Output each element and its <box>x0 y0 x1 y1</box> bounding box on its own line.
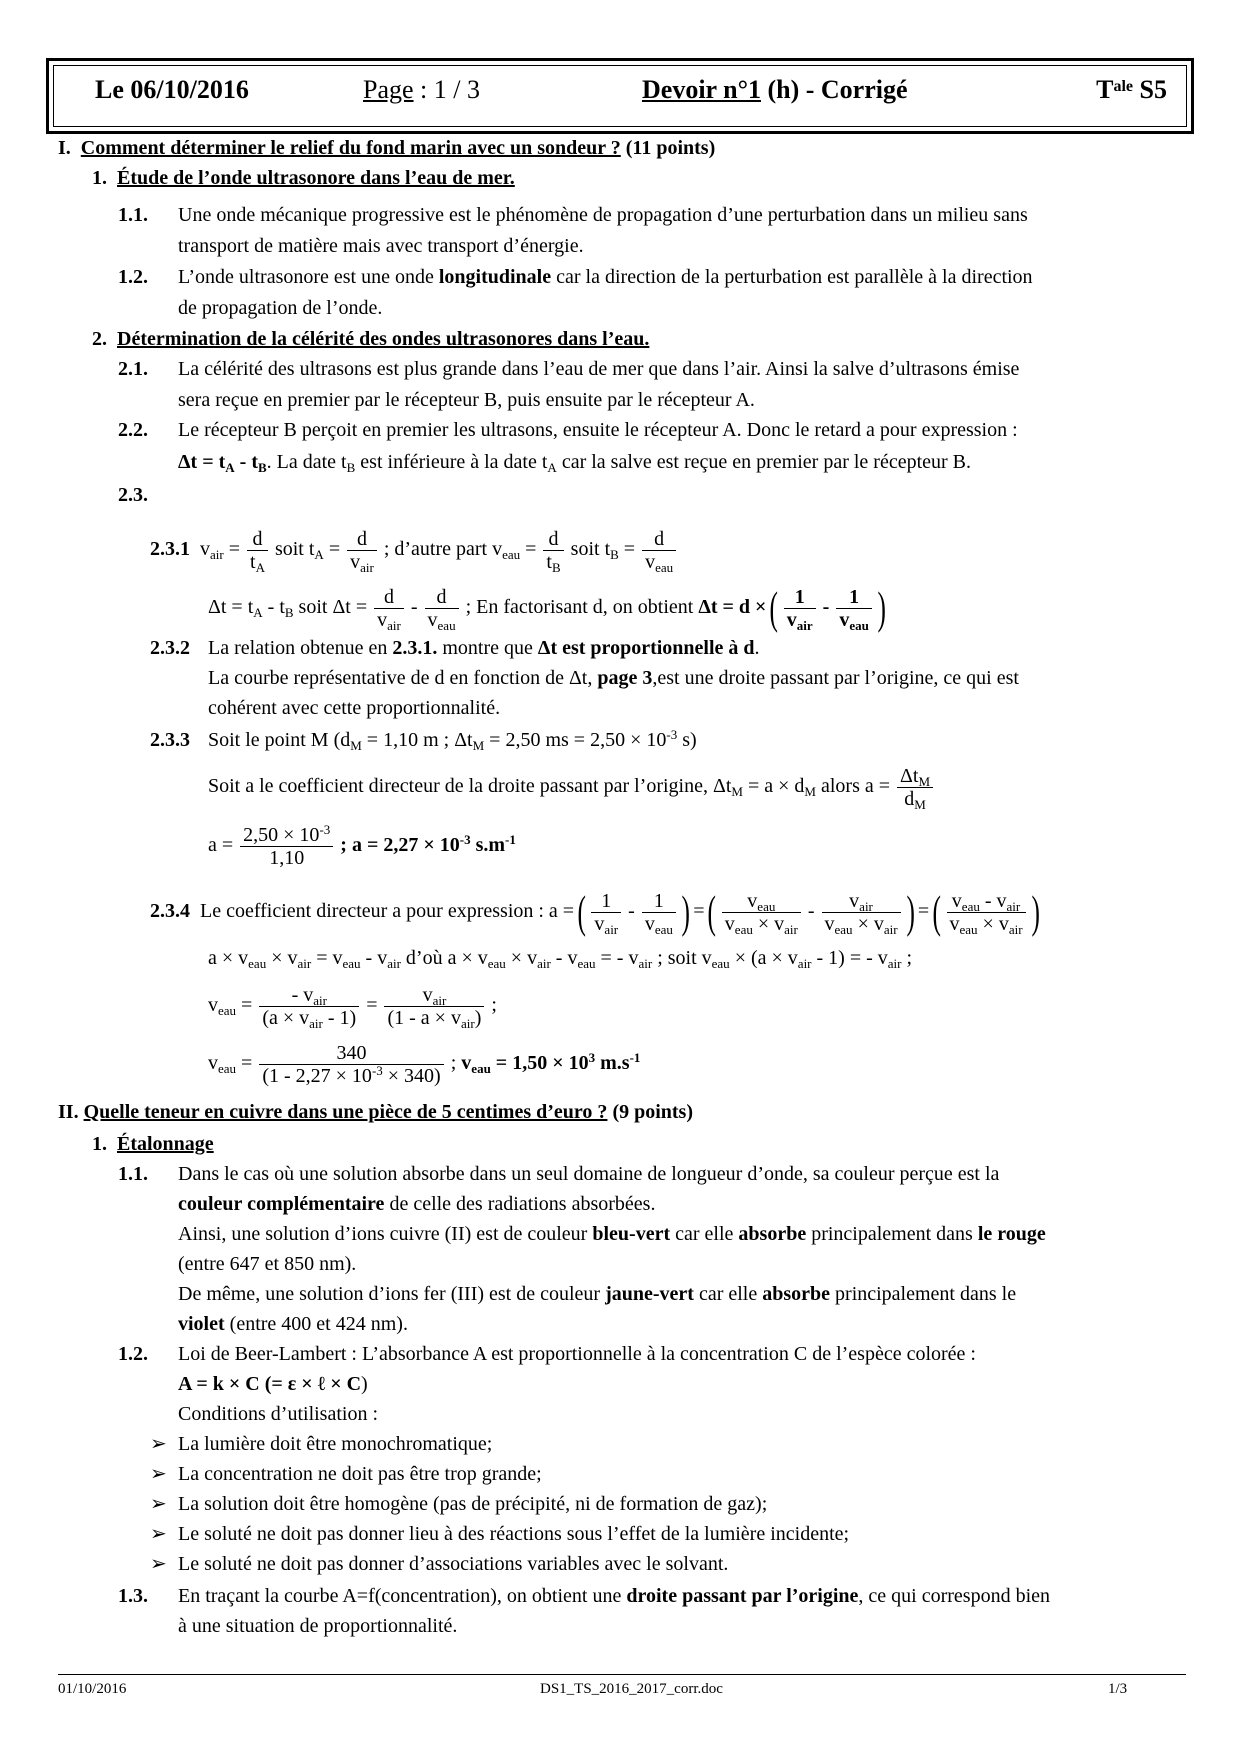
q-2-1: 2.1. <box>118 358 148 380</box>
document-page: Le 06/10/2016 Page : 1 / 3 Devoir n°1 (h) - Corrigé $T^{ale}$ S5 I. Comment déterminer le relief du fond marin avec un sondeur ? (11 points) 1. Étude de l’onde ultrasonore dans l’eau de mer. 1.1. Une onde mécanique progressive est le phénomène de propagation d’une perturbation dans un milieu sans transport de matière mais avec transport d’énergie. 1.2. L’onde ultrasonore est une onde longitudinale car la direction de la perturbation est parallèle à la direction de propagation de l’onde. 2. Détermination de la célérité des ondes ultrasonores dans l’eau. 2.1. La célérité des ultrasons est plus grande dans l’eau de mer que dans l’air. Ainsi la salve d’ultrasons émise sera reçue en premier par le récepteur B, puis ensuite par le récepteur A. 2.2. Le récepteur B perçoit en premier les ultrasons, ensuite le récepteur A. Donc le retard a pour expression : $\Delta t = t_A - t_B$. La date $t_B$ est inférieure à la date $t_A$ car la salve est reçue en premier par le récepteur B. 2.3. 2.3.1 $v_{air}$ = $\frac{d}{t_A}$ soit $t_A$ = $\frac{d}{v_{air}}$ ; d’autre part $v_{eau}$ = $\frac{d}{t_B}$ soit $t_B$ = $\frac{d}{v_{eau}}$ $\Delta t = t_A - t_B$ soit Δt = $\frac{d}{v_{air}}$ - $\frac{d}{v_{eau}}$ ; En factorisant d, on obtient Δt = d ×( $\frac{1}{v_{air}}$ - $\frac{1}{v_{eau}}$ ) 2.3.2 La relation obtenue en 2.3.1. montre que Δt est proportionnelle à d. La courbe représentative de d en fonction de Δt, page 3,est une droite passant par l’origine, ce qui est cohérent avec cette proportionnalité. 2.3.3 Soit le point M ($d_M = 1,10$ m ; $\Delta t_M = 2,50$ ms = $2,50 \times 10^{-3}$ s) Soit a le coefficient directeur de la droite passant par l’origine, $\Delta t_M = a \times d_M$ alors a = $\frac{\Delta t_M}{d_M}$ a = $\frac{2,50 \times 10^{-3}}{1,10}$ ; $a = 2,27 \times 10^{-3}$ $s.m^{-1}$ 2.3.4 Le coefficient directeur a pour expression : a =( $\frac{1}{v_{air}}$ - $\frac{1}{v_{eau}}$ ) =( $\frac{v_{eau}}{v_{eau} \times v_{air}}$ - $\frac{v_{air}}{v_{eau} \times v_{air}}$ ) =( $\frac{v_{eau} - v_{air}}{v_{eau} \times v_{air}}$ ) $a \times v_{eau} \times v_{air} = v_{eau} - v_{air}$ d’où $a \times v_{eau} \times v_{air} - v_{eau}$ = - $v_{air}$ ; soit $v_{eau} \times (a \times v_{air} - 1)$ = - $v_{air}$ ; $v_{eau}$ = $\frac{- v_{air}}{(a \times v_{air} - 1)}$ = $\frac{v_{air}}{(1 - a \times v_{air})}$ ; $v_{eau}$ = $\frac{340}{(1 - 2,27 \times 10^{-3} \times 340)}$ ; $v_{eau} = 1,50 \times 10^3$ $m.s^{-1}$ II. Quelle teneur en cuivre dans une pièce de 5 centimes d’euro ? (9 points) 1. Étalonnage 1.1. Dans le cas où une solution absorbe dans un seul domaine de longueur d’onde, sa couleur perçue est la couleur complémentaire de celle des radiations absorbées. Ainsi, une solution d’ions cuivre (II) est de couleur bleu-vert car elle absorbe principalement dans le rouge (entre 647 et 850 nm). De même, une solution d’ions fer (III) est de couleur jaune-vert car elle absorbe principalement dans le violet (entre 400 et 424 nm). 1.2. Loi de Beer-Lambert : L’absorbance A est proportionnelle à la concentration C de l’espèce colorée : A = k × C (= ε × ℓ × C) Conditions d’utilisation : ➢ La lumière doit être monochromatique; ➢ La concentration ne doit pas être trop grande; ➢ La solution doit être homogène (pas de précipité, ni de formation de gaz); ➢ Le soluté ne doit pas donner lieu à des réactions sous l’effet de la lumière incidente; ➢ Le soluté ne doit pas donner d’associations variables avec le solvant. 1.3. En traçant la courbe A=f(concentration), on obtient une droite passant par l’origine, ce qui correspond bien à une situation de proportionnalité. 01/10/2016 DS1_TS_2016_2017_corr.doc 1/3 <box>0 0 1240 1754</box>
q-2-3-1-line2: $\Delta t = t_A - t_B$ soit Δt = $\frac{d}{v_{air}}$ - $\frac{d}{v_{eau}}$ ; En factorisant d, on obtient Δt = d ×( $\frac{1}{v_{air}}$ - $\frac{1}{v_{eau}}$ ) <box>208 582 886 634</box>
page-header <box>46 58 1194 134</box>
q2-1-1: 1.1. <box>118 1163 148 1185</box>
delta-t-expression: $\Delta t = t_A - t_B$. La date $t_B$ est inférieure à la date $t_A$ car la salve est reçue en premier par le récepteur B. <box>178 451 972 475</box>
list-item: ➢ La lumière doit être monochromatique; <box>150 1433 493 1455</box>
list-item: ➢ Le soluté ne doit pas donner lieu à des réactions sous l’effet de la lumière incidente; <box>150 1523 850 1545</box>
section-2-heading: II. Quelle teneur en cuivre dans une pièce de 5 centimes d’euro ? (9 points) <box>58 1101 694 1123</box>
q-2-3-4: 2.3.4 Le coefficient directeur a pour expression : a =( $\frac{1}{v_{air}}$ - $\frac{1}{v_{eau}}$ ) =( $\frac{v_{eau}}{v_{eau} \times v_{air}}$ - $\frac{v_{air}}{v_{eau} \times v_{air}}$ ) =( $\frac{v_{eau} - v_{air}}{v_{eau} \times v_{air}}$ ) <box>150 886 1040 938</box>
part-1-2-heading: 2. Détermination de la célérité des ondes ultrasonores dans l’eau. <box>92 328 650 350</box>
arrow-bullet-icon: ➢ <box>150 1463 167 1485</box>
list-item: ➢ La solution doit être homogène (pas de précipité, ni de formation de gaz); <box>150 1493 768 1515</box>
list-item: ➢ Le soluté ne doit pas donner d’associations variables avec le solvant. <box>150 1553 729 1575</box>
beer-lambert-formula: A = k × C (= ε × ℓ × C) <box>178 1373 368 1395</box>
part-1-1-heading: 1. Étude de l’onde ultrasonore dans l’eau de mer. <box>92 167 515 189</box>
q-1-2: 1.2. <box>118 266 148 288</box>
arrow-bullet-icon: ➢ <box>150 1553 167 1575</box>
q-2-2: 2.2. <box>118 419 148 441</box>
q-2-3-1-line1: 2.3.1 $v_{air}$ = $\frac{d}{t_A}$ soit $t_A$ = $\frac{d}{v_{air}}$ ; d’autre part $v_{eau}$ = $\frac{d}{t_B}$ soit $t_B$ = $\frac{d}{v_{eau}}$ <box>150 520 678 578</box>
footer-page: 1/3 <box>1108 1681 1128 1697</box>
slope-calculation: a = $\frac{2,50 \times 10^{-3}}{1,10}$ ; $a = 2,27 \times 10^{-3}$ $s.m^{-1}$ <box>208 821 516 869</box>
footer-date: 01/10/2016 <box>58 1681 127 1697</box>
header-page: Page : 1 / 3 <box>363 75 480 104</box>
footer-filename: DS1_TS_2016_2017_corr.doc <box>540 1681 723 1697</box>
q2-1-2: 1.2. <box>118 1343 148 1365</box>
q2-1-3: 1.3. <box>118 1585 148 1607</box>
q-2-3-2: 2.3.2 <box>150 637 190 659</box>
header-class: $T^{ale}$ S5 <box>1096 75 1167 104</box>
list-item: ➢ La concentration ne doit pas être trop grande; <box>150 1463 542 1485</box>
section-1-heading: I. Comment déterminer le relief du fond marin avec un sondeur ? (11 points) <box>58 137 716 159</box>
q-1-1: 1.1. <box>118 204 148 226</box>
q-2-3: 2.3. <box>118 484 148 506</box>
q-2-3-3: 2.3.3 <box>150 729 190 751</box>
arrow-bullet-icon: ➢ <box>150 1493 167 1515</box>
arrow-bullet-icon: ➢ <box>150 1523 167 1545</box>
part-2-1-heading: 1. Étalonnage <box>92 1133 214 1155</box>
footer-divider <box>58 1674 1186 1675</box>
arrow-bullet-icon: ➢ <box>150 1433 167 1455</box>
v-eau-result: $v_{eau}$ = $\frac{340}{(1 - 2,27 \times 10^{-3} \times 340)}$ ; $v_{eau} = 1,50 \times 10^3$ $m.s^{-1}$ <box>208 1041 641 1087</box>
header-date: Le 06/10/2016 <box>95 75 249 104</box>
header-title: Devoir n°1 (h) - Corrigé <box>642 75 908 104</box>
